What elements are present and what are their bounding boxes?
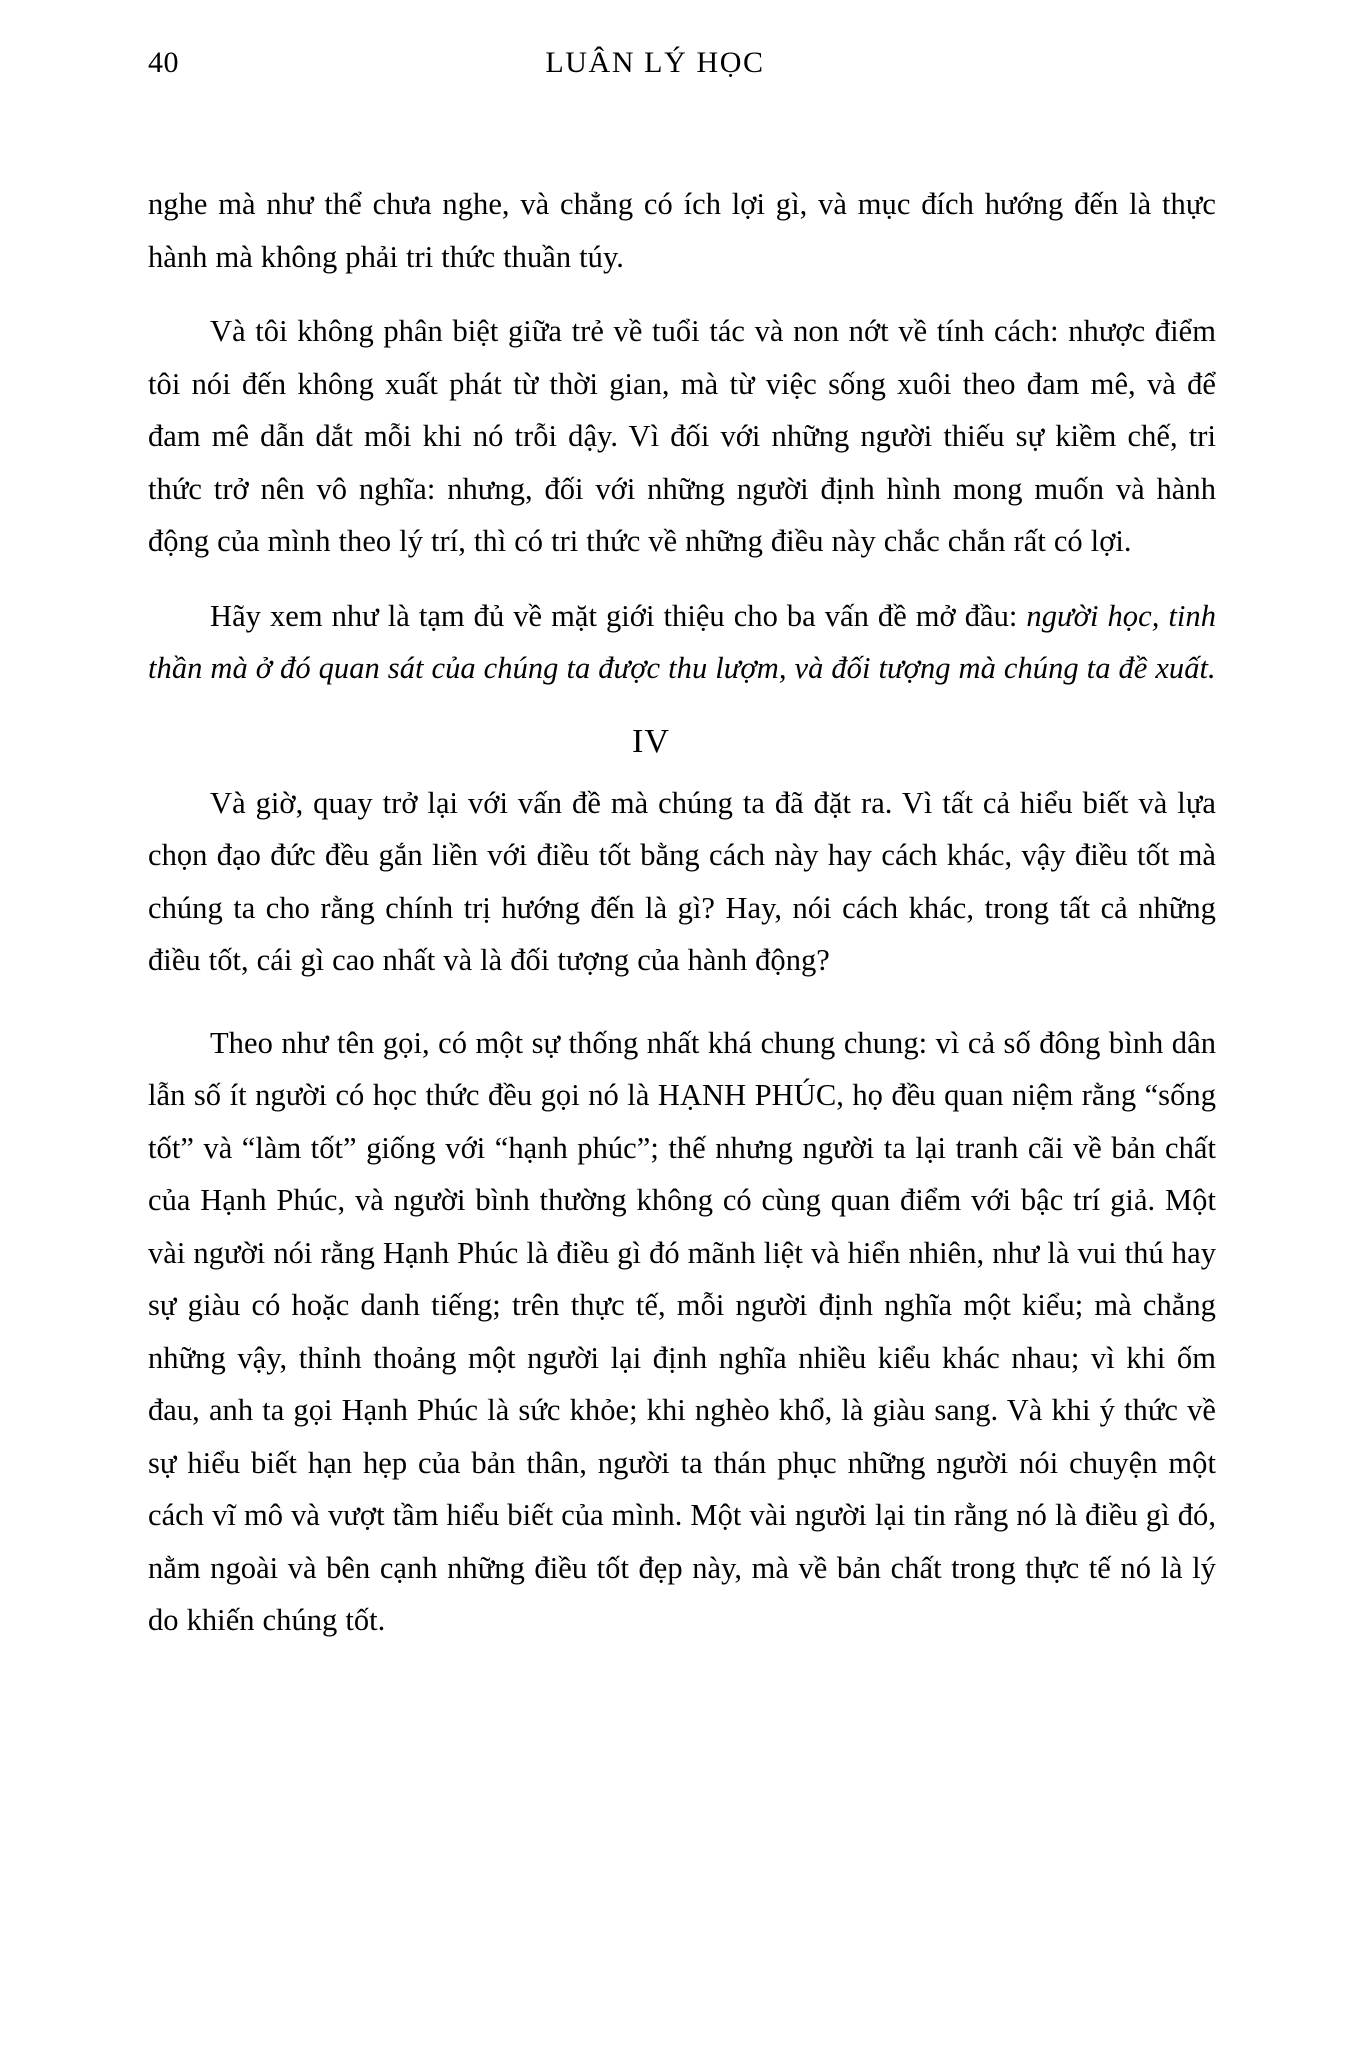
paragraph-2: Và tôi không phân biệt giữa trẻ về tuổi tác và non nớt về tính cách: nhược điểm tôi nói đến không xuất phát từ thời gian, mà từ việc sống xuôi theo đam mê, và để đam mê dẫn dắt mỗi khi nó trỗi dậy. Vì đối với những người thiếu sự kiềm chế, tri thức trở nên vô nghĩa: nhưng, đối với những người định hình mong muốn và hành động của mình theo lý trí, thì có tri thức về những điều này chắc chắn rất có lợi. bbox=[148, 314, 1216, 558]
section-heading: IV bbox=[632, 722, 670, 760]
paragraph-gap bbox=[148, 987, 1216, 1017]
paragraph-3-roman: Hãy xem như là tạm đủ về mặt giới thiệu cho ba vấn đề mở đầu: bbox=[210, 598, 1027, 633]
paragraph-gap bbox=[148, 568, 1216, 590]
paragraph-3 bbox=[148, 590, 1216, 695]
paragraph-5: Theo như tên gọi, có một sự thống nhất khá chung chung: vì cả số đông bình dân lẫn số ít người có học thức đều gọi nó là HẠNH PHÚC, họ đều quan niệm rằng “sống tốt” và “làm tốt” giống với “hạnh phúc”; thế nhưng người ta lại tranh cãi về bản chất của Hạnh Phúc, và người bình thường không có cùng quan điểm với bậc trí giả. Một vài người nói rằng Hạnh Phúc là điều gì đó mãnh liệt và hiển nhiên, như là vui thú hay sự giàu có hoặc danh tiếng; trên thực tế, mỗi người định nghĩa một kiểu; mà chẳng những vậy, thỉnh thoảng một người lại định nghĩa nhiều kiểu khác nhau; vì khi ốm đau, anh ta gọi Hạnh Phúc là sức khỏe; khi nghèo khổ, là giàu sang. Và khi ý thức về sự hiểu biết hạn hẹp của bản thân, người ta thán phục những người nói chuyện một cách vĩ mô và vượt tầm hiểu biết của mình. Một vài người lại tin rằng nó là điều gì đó, nằm ngoài và bên cạnh những điều tốt đẹp này, mà về bản chất trong thực tế nó là lý do khiến chúng tốt. bbox=[148, 1025, 1216, 1637]
paragraph-3-italic: người học, tinh thần mà ở đó quan sát của chúng ta được thu lượm, và đối tượng mà chúng ta đề xuất. bbox=[148, 598, 1216, 685]
paragraph-4: Và giờ, quay trở lại với vấn đề mà chúng ta đã đặt ra. Vì tất cả hiểu biết và lựa chọn đạo đức đều gắn liền với điều tốt bằng cách này hay cách khác, vậy điều tốt mà chúng ta cho rằng chính trị hướng đến là gì? Hay, nói cách khác, trong tất cả những điều tốt, cái gì cao nhất và là đối tượng của hành động? bbox=[148, 785, 1216, 977]
paragraph-continued: nghe mà như thể chưa nghe, và chẳng có ích lợi gì, và mục đích hướng đến là thực hành mà không phải tri thức thuần túy. bbox=[148, 187, 1216, 274]
page-number: 40 bbox=[148, 46, 179, 79]
running-head bbox=[148, 48, 1203, 94]
running-title: LUÂN LÝ HỌC bbox=[545, 46, 765, 79]
paragraph-gap bbox=[148, 283, 1216, 305]
text-block bbox=[148, 178, 1216, 1647]
